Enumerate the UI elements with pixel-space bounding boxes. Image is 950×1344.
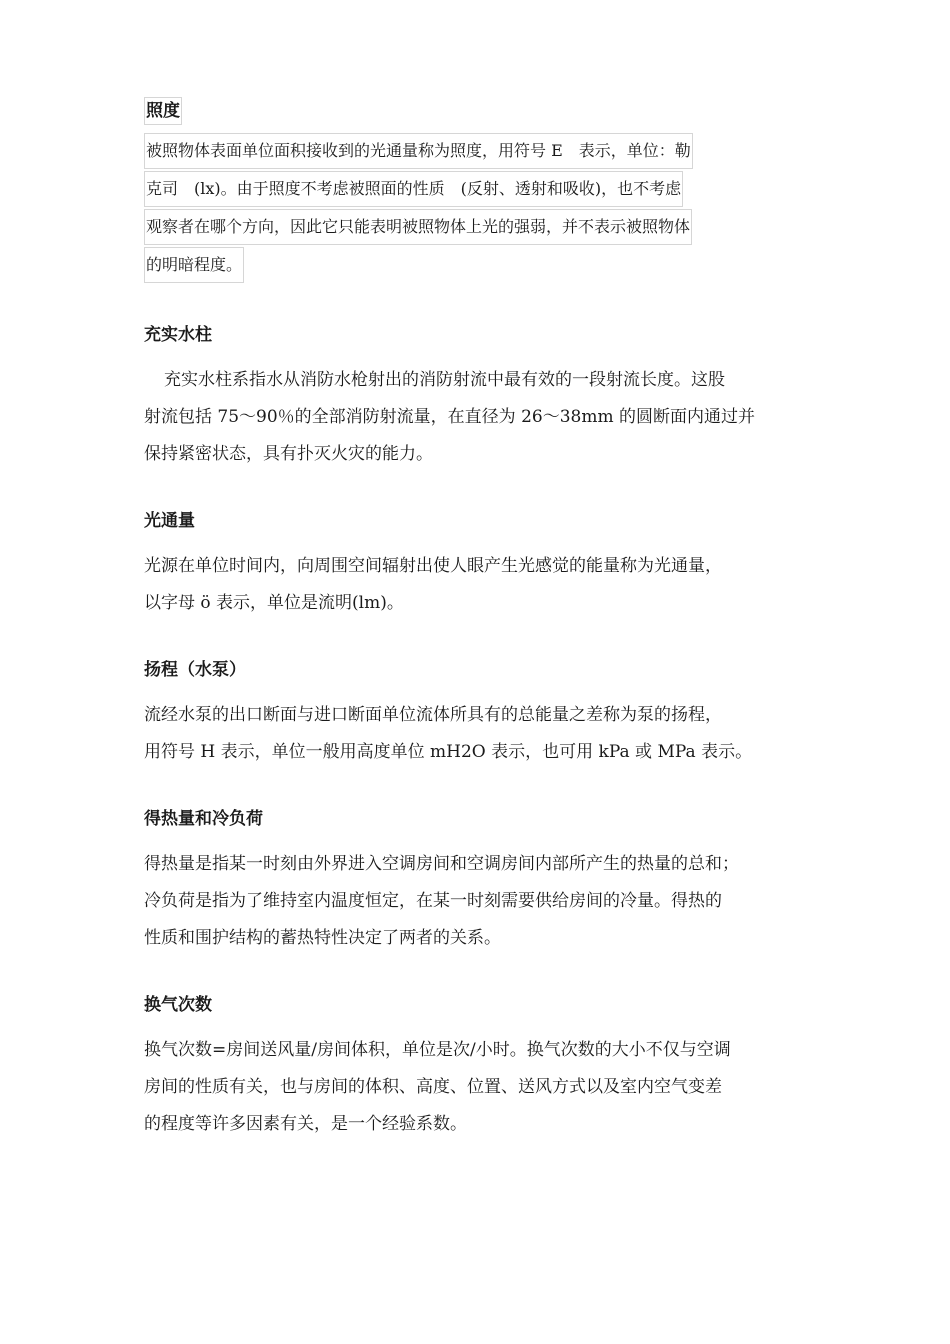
section-title: 充实水柱 [144,325,212,345]
section-title: 照度 [144,97,182,125]
section-illuminance [144,97,824,285]
section-pump-head [144,657,824,771]
paragraph-line: 流经水泵的出口断面与进口断面单位流体所具有的总能量之差称为泵的扬程， [144,705,722,725]
paragraph-line: 以字母 ö 表示，单位是流明(lm)。 [144,593,404,613]
paragraph-line: 光源在单位时间内，向周围空间辐射出使人眼产生光感觉的能量称为光通量， [144,556,722,576]
section-title: 换气次数 [144,995,212,1015]
section-title: 光通量 [144,511,195,531]
section-heat-gain-cooling-load [144,806,824,957]
paragraph-line: 性质和围护结构的蓄热特性决定了两者的关系。 [144,928,501,948]
paragraph-line: 换气次数=房间送风量/房间体积，单位是次/小时。换气次数的大小不仅与空调 [144,1040,731,1060]
section-title: 得热量和冷负荷 [144,809,263,829]
section-water-column [144,322,824,473]
paragraph-line: 的明暗程度。 [144,247,244,283]
paragraph-line: 克司 (lx)。由于照度不考虑被照面的性质 (反射、透射和吸收)，也不考虑 [144,171,683,207]
paragraph-line: 充实水柱系指水从消防水枪射出的消防射流中最有效的一段射流长度。这股 [164,370,725,390]
section-luminous-flux [144,508,824,622]
paragraph-line: 的程度等许多因素有关，是一个经验系数。 [144,1114,467,1134]
paragraph-line: 观察者在哪个方向，因此它只能表明被照物体上光的强弱，并不表示被照物体 [144,209,692,245]
paragraph-line: 冷负荷是指为了维持室内温度恒定，在某一时刻需要供给房间的冷量。得热的 [144,891,722,911]
paragraph-line: 被照物体表面单位面积接收到的光通量称为照度，用符号 E 表示，单位：勒 [144,133,693,169]
paragraph-line: 用符号 H 表示，单位一般用高度单位 mH2O 表示，也可用 kPa 或 MPa 表示。 [144,742,753,762]
paragraph-line: 保持紧密状态，具有扑灭火灾的能力。 [144,444,433,464]
paragraph-line: 得热量是指某一时刻由外界进入空调房间和空调房间内部所产生的热量的总和； [144,854,739,874]
paragraph-line: 射流包括 75～90％的全部消防射流量，在直径为 26～38mm 的圆断面内通过并 [144,407,755,427]
paragraph-line: 房间的性质有关，也与房间的体积、高度、位置、送风方式以及室内空气变差 [144,1077,722,1097]
section-air-change-rate [144,992,824,1143]
section-title: 扬程（水泵） [144,660,246,680]
